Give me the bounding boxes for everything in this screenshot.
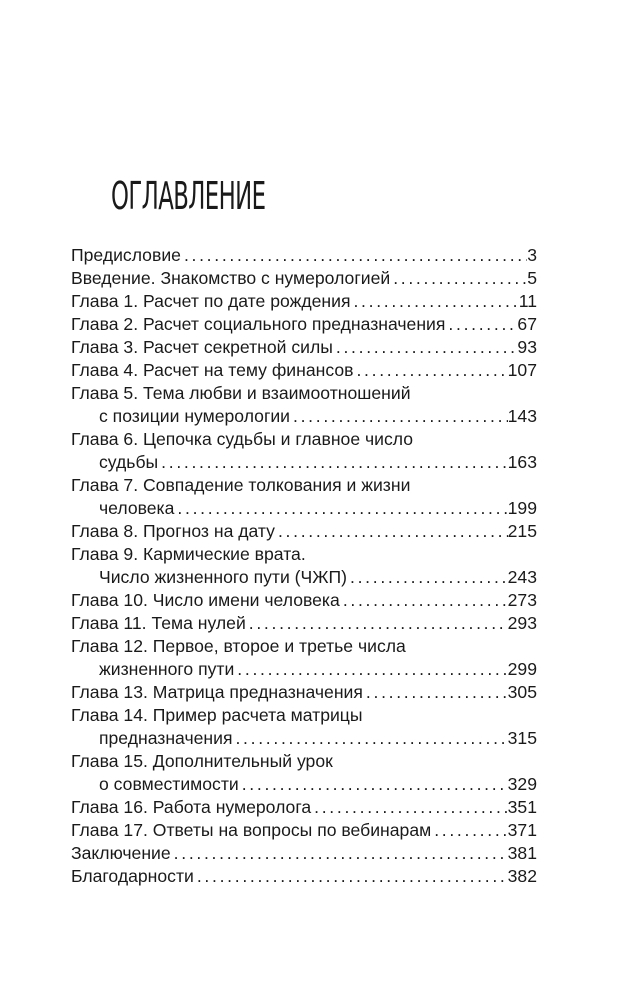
toc-entry-title: Глава 5. Тема любви и взаимоотношений xyxy=(71,383,411,403)
toc-entry-title-continued: о совместимости xyxy=(99,774,239,794)
toc-entry xyxy=(71,336,537,359)
toc-entry-title: Глава 17. Ответы на вопросы по вебинарам xyxy=(71,820,432,840)
toc-entry xyxy=(71,589,537,612)
toc-entry-title: Глава 10. Число имени человека xyxy=(71,590,340,610)
dot-leader xyxy=(171,842,508,865)
toc-entry xyxy=(71,704,537,750)
dot-leader xyxy=(239,773,508,796)
toc-entry xyxy=(71,842,537,865)
toc-entry xyxy=(71,635,537,681)
toc-page-number: 67 xyxy=(517,314,537,334)
toc-page-number: 371 xyxy=(507,820,537,840)
toc-page-number: 381 xyxy=(507,843,537,863)
table-of-contents xyxy=(71,244,537,888)
dot-leader xyxy=(181,244,527,267)
toc-entry xyxy=(71,865,537,888)
toc-entry-title: Глава 8. Прогноз на дату xyxy=(71,521,275,541)
dot-leader xyxy=(246,612,508,635)
toc-entry-title: Предисловие xyxy=(71,245,181,265)
toc-entry-title-continued: человека xyxy=(99,498,175,518)
toc-page-number: 351 xyxy=(507,797,537,817)
toc-entry xyxy=(71,474,537,520)
dot-leader xyxy=(445,313,517,336)
toc-entry-title: Глава 7. Совпадение толкования и жизни xyxy=(71,475,411,495)
toc-entry-title: Глава 9. Кармические врата. xyxy=(71,544,306,564)
dot-leader xyxy=(194,865,508,888)
toc-entry-title-continued: с позиции нумерологии xyxy=(99,406,291,426)
toc-entry xyxy=(71,313,537,336)
toc-page-number: 382 xyxy=(507,866,537,886)
toc-entry-title-continued: Число жизненного пути (ЧЖП) xyxy=(99,567,348,587)
toc-page-number: 143 xyxy=(507,406,537,426)
toc-entry-title: Глава 12. Первое, второе и третье числа xyxy=(71,636,406,656)
dot-leader xyxy=(350,290,518,313)
toc-entry-title: Глава 14. Пример расчета матрицы xyxy=(71,705,363,725)
dot-leader xyxy=(290,405,508,428)
dot-leader xyxy=(158,451,507,474)
toc-page-number: 273 xyxy=(507,590,537,610)
dot-leader xyxy=(311,796,507,819)
toc-page-number: 11 xyxy=(518,291,537,311)
toc-entry-title: Глава 15. Дополнительный урок xyxy=(71,751,333,771)
dot-leader xyxy=(363,681,508,704)
toc-entry-title: Благодарности xyxy=(71,866,194,886)
toc-entry-title: Глава 4. Расчет на тему финансов xyxy=(71,360,354,380)
dot-leader xyxy=(431,819,507,842)
toc-page-number: 199 xyxy=(507,498,537,518)
toc-page-number: 329 xyxy=(507,774,537,794)
toc-page-number: 305 xyxy=(507,682,537,702)
toc-entry xyxy=(71,290,537,313)
dot-leader xyxy=(234,658,507,681)
toc-page-number: 243 xyxy=(507,567,537,587)
toc-entry-title: Глава 6. Цепочка судьбы и главное число xyxy=(71,429,414,449)
toc-entry-title-continued: предназначения xyxy=(99,728,233,748)
toc-entry xyxy=(71,520,537,543)
dot-leader xyxy=(174,497,507,520)
toc-entry xyxy=(71,612,537,635)
toc-entry xyxy=(71,244,537,267)
page-title: ОГЛАВЛЕНИЕ xyxy=(111,174,266,218)
toc-entry xyxy=(71,428,537,474)
toc-entry-title: Глава 16. Работа нумеролога xyxy=(71,797,312,817)
toc-entry xyxy=(71,750,537,796)
dot-leader xyxy=(340,589,508,612)
toc-entry-title: Глава 3. Расчет секретной силы xyxy=(71,337,333,357)
dot-leader xyxy=(333,336,518,359)
toc-page-number: 293 xyxy=(507,613,537,633)
toc-entry xyxy=(71,819,537,842)
toc-page-number: 107 xyxy=(507,360,537,380)
toc-page-number: 3 xyxy=(527,245,537,265)
dot-leader xyxy=(390,267,527,290)
dot-leader xyxy=(275,520,508,543)
toc-page-number: 5 xyxy=(527,268,537,288)
toc-entry-title-continued: судьбы xyxy=(99,452,159,472)
toc-entry-title: Глава 11. Тема нулей xyxy=(71,613,246,633)
toc-page-number: 215 xyxy=(507,521,537,541)
toc-page-number: 299 xyxy=(507,659,537,679)
toc-entry xyxy=(71,267,537,290)
toc-entry xyxy=(71,681,537,704)
dot-leader xyxy=(232,727,507,750)
toc-page-number: 163 xyxy=(507,452,537,472)
toc-entry xyxy=(71,543,537,589)
toc-entry-title: Глава 13. Матрица предназначения xyxy=(71,682,363,702)
toc-entry-title: Глава 2. Расчет социального предназначения xyxy=(71,314,446,334)
toc-page-number: 315 xyxy=(507,728,537,748)
toc-entry xyxy=(71,382,537,428)
toc-entry-title: Глава 1. Расчет по дате рождения xyxy=(71,291,351,311)
toc-page-number: 93 xyxy=(517,337,537,357)
toc-entry xyxy=(71,359,537,382)
dot-leader xyxy=(353,359,507,382)
toc-entry xyxy=(71,796,537,819)
toc-entry-title: Заключение xyxy=(71,843,171,863)
dot-leader xyxy=(347,566,508,589)
toc-entry-title: Введение. Знакомство с нумерологией xyxy=(71,268,391,288)
toc-entry-title-continued: жизненного пути xyxy=(99,659,235,679)
